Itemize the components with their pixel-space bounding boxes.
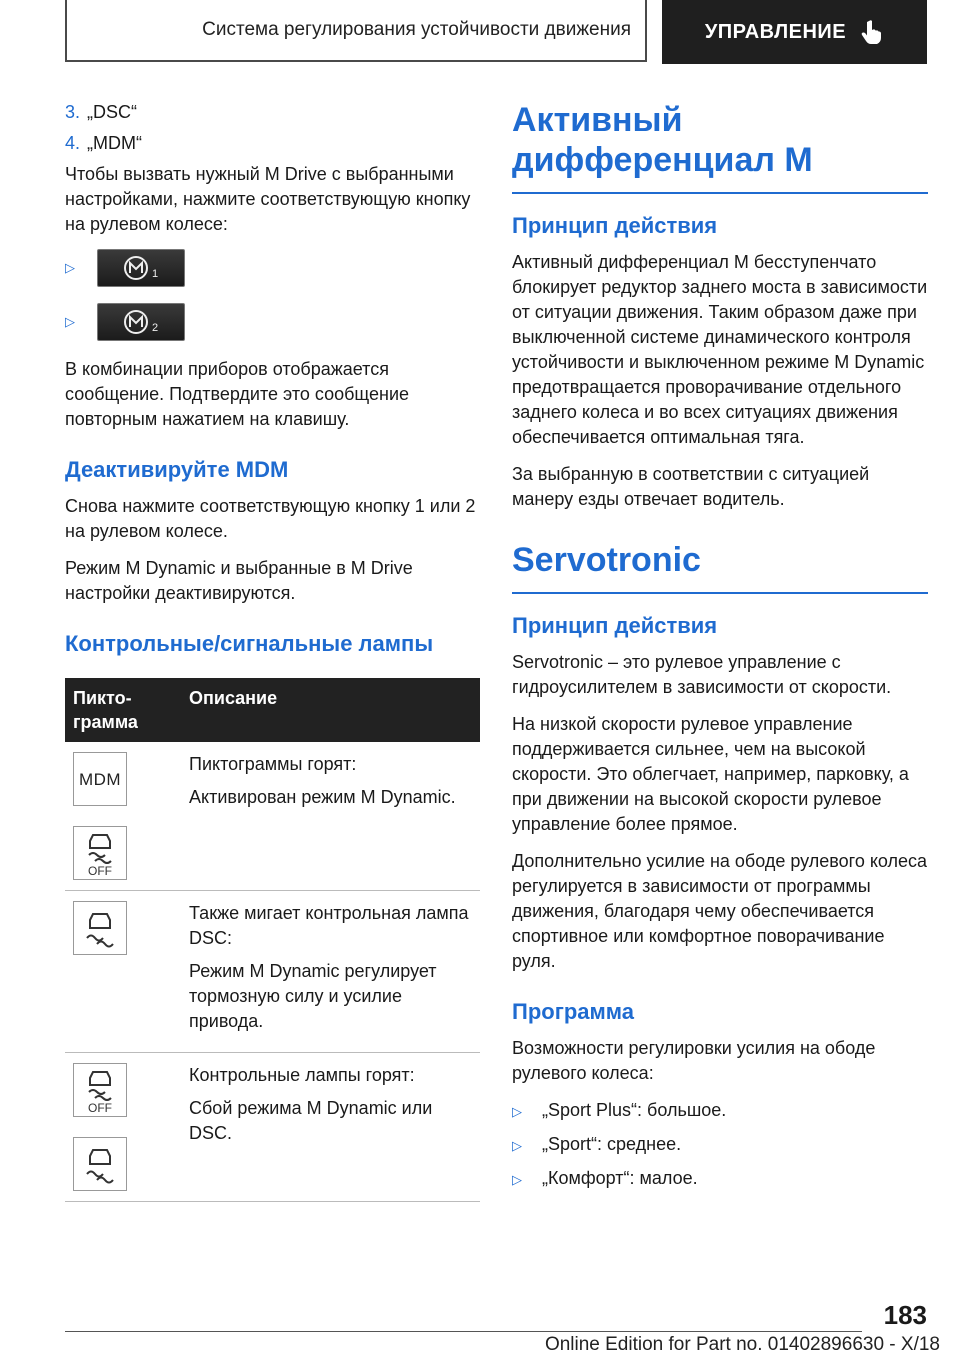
heading-active-diff: Активный дифференциал M xyxy=(512,101,813,179)
paragraph: Servotronic – это рулевое управление с гидроусилителем в зависимости от скорости. xyxy=(512,652,892,697)
paragraph: Возможности регулировки усилия на ободе рулевого колеса: xyxy=(512,1038,876,1083)
heading-program: Программа xyxy=(512,999,635,1024)
right-column xyxy=(512,100,928,1200)
hand-pointer-icon xyxy=(860,19,884,45)
list-item: ▷ „Комфорт“: малое. xyxy=(512,1166,928,1192)
list-item: ▷ „Sport Plus“: большое. xyxy=(512,1098,928,1124)
col-header-pictogram: Пикто-грамма xyxy=(65,678,181,742)
list-item xyxy=(65,131,480,156)
list-number: 4. xyxy=(65,133,81,153)
divider xyxy=(512,592,928,594)
chapter-title: УПРАВЛЕНИЕ xyxy=(704,20,847,43)
pictogram-cell xyxy=(65,891,181,1053)
list-text: „MDM“ xyxy=(87,133,142,153)
svg-text:OFF: OFF xyxy=(88,1101,112,1114)
triangle-bullet-icon: ▷ xyxy=(65,260,75,275)
page-number: 183 xyxy=(883,1300,927,1330)
triangle-bullet-icon: ▷ xyxy=(65,314,75,329)
triangle-bullet-icon: ▷ xyxy=(512,1104,522,1119)
table-header-row xyxy=(65,678,480,742)
svg-text:2: 2 xyxy=(152,322,159,334)
page-header xyxy=(65,0,927,64)
description-cell: Пиктограммы горят: Активирован режим M Dynamic. xyxy=(181,742,480,891)
dsc-indicator-icon xyxy=(73,901,127,955)
mdm-indicator-icon: MDM xyxy=(73,752,127,806)
paragraph: За выбранную в соответствии с ситуацией манеру езды отвечает водитель. xyxy=(512,464,870,509)
paragraph: Снова нажмите соответствующую кнопку 1 или 2 на рулевом колесе. xyxy=(65,496,476,541)
paragraph: На низкой скорости рулевое управление поддерживается сильнее, чем на высокой скорости. Это облегчает, например, парковку, а при движении на высокой скорости рулевое управление более прямое. xyxy=(512,714,909,834)
section-title: Система регулирования устойчивости движения xyxy=(65,0,647,62)
table-row xyxy=(65,891,480,1053)
heading-principle: Принцип действия xyxy=(512,613,718,638)
table-row xyxy=(65,1053,480,1202)
table-row xyxy=(65,742,480,891)
svg-text:OFF: OFF xyxy=(88,864,112,877)
paragraph: Режим M Dynamic и выбранные в M Drive настройки деактивируются. xyxy=(65,558,413,603)
description-cell: Также мигает контрольная лампа DSC: Режим M Dynamic регулирует тормозную силу и усилие привода. xyxy=(181,891,480,1053)
pictogram-cell xyxy=(65,742,181,891)
list-item xyxy=(65,100,480,125)
dsc-off-indicator-icon xyxy=(73,826,127,880)
triangle-bullet-icon: ▷ xyxy=(512,1138,522,1153)
description-cell: Контрольные лампы горят: Сбой режима M Dynamic или DSC. xyxy=(181,1053,480,1202)
paragraph: В комбинации приборов отображается сообщение. Подтвердите это сообщение повторным нажатием на клавишу. xyxy=(65,359,410,429)
m1-button-icon xyxy=(97,249,185,287)
heading-principle: Принцип действия xyxy=(512,213,718,238)
edition-footer: Online Edition for Part no. 01402896630 - X/18 xyxy=(544,1334,940,1355)
heading-deactivate: Деактивируйте MDM xyxy=(65,457,289,482)
heading-servotronic: Servotronic xyxy=(512,541,701,579)
dsc-indicator-icon xyxy=(73,1137,127,1191)
paragraph: Чтобы вызвать нужный M Drive с выбранными настройками, нажмите соответствующую кнопку на рулевом колесе: xyxy=(65,164,471,234)
chapter-tab xyxy=(662,0,927,64)
list-text: „DSC“ xyxy=(87,102,137,122)
triangle-bullet-icon: ▷ xyxy=(512,1172,522,1187)
heading-lamps: Контрольные/сигнальные лампы xyxy=(65,631,434,656)
svg-text:1: 1 xyxy=(152,268,159,280)
footer-divider xyxy=(65,1331,862,1332)
paragraph: Активный дифференциал M бесступенчато блокирует редуктор заднего моста в зависимости от ситуации движения. Таким образом даже при выключенной системе динамического контроля устойчивости и выключенном режиме M Dynamic предотвращается проворачивание отдельного заднего колеса и во всех ситуациях движения обеспечивается оптимальная тяга. xyxy=(512,252,928,447)
bullet-m1 xyxy=(65,249,480,287)
divider xyxy=(512,192,928,194)
list-number: 3. xyxy=(65,102,81,122)
dsc-off-indicator-icon xyxy=(73,1063,127,1117)
left-column xyxy=(65,100,480,1202)
m2-button-icon xyxy=(97,303,185,341)
col-header-description: Описание xyxy=(181,678,480,742)
lamps-table xyxy=(65,678,480,1202)
bullet-m2 xyxy=(65,303,480,341)
list-item: ▷ „Sport“: среднее. xyxy=(512,1132,928,1158)
pictogram-cell xyxy=(65,1053,181,1202)
paragraph: Дополнительно усилие на ободе рулевого колеса регулируется в зависимости от программы движения, благодаря чему обеспечивается спортивное или комфортное поворачивание руля. xyxy=(512,851,928,971)
